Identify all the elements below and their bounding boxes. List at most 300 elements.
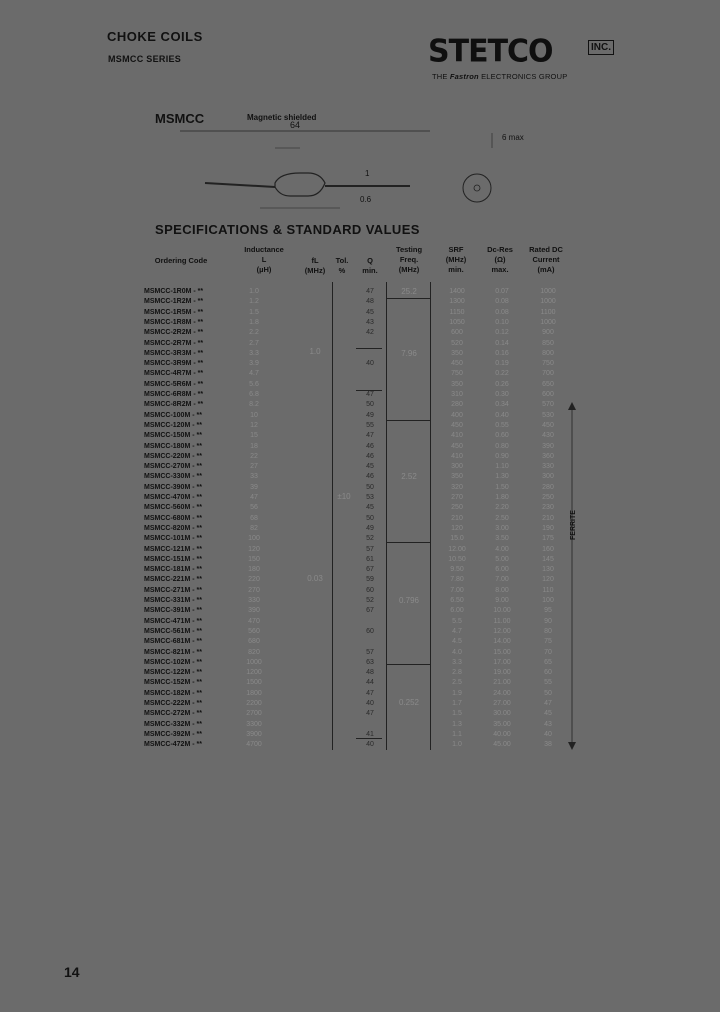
table-row bbox=[0, 339, 720, 349]
tagline-brand: Fastron bbox=[449, 72, 479, 81]
table-row bbox=[0, 565, 720, 575]
dcres-cell: 0.08 bbox=[495, 298, 509, 306]
dcres-cell: 4.00 bbox=[495, 545, 509, 553]
current-cell: 700 bbox=[542, 370, 554, 378]
dcres-cell: 2.20 bbox=[495, 504, 509, 512]
inductance-cell: 3.9 bbox=[249, 360, 259, 368]
table-row bbox=[0, 545, 720, 555]
table-row bbox=[0, 390, 720, 400]
current-cell: 1100 bbox=[540, 308, 556, 316]
ordering-code: MSMCC-560M - ** bbox=[144, 504, 202, 512]
ordering-code: MSMCC-102M - ** bbox=[144, 658, 202, 666]
current-cell: 55 bbox=[544, 679, 552, 687]
table-row bbox=[0, 503, 720, 513]
q-cell: 48 bbox=[366, 298, 374, 306]
ordering-code: MSMCC-680M - ** bbox=[144, 514, 202, 522]
current-cell: 390 bbox=[542, 442, 554, 450]
dcres-cell: 15.00 bbox=[493, 648, 511, 656]
inductance-cell: 390 bbox=[248, 607, 260, 615]
inductance-cell: 47 bbox=[250, 494, 258, 501]
dcres-cell: 9.00 bbox=[495, 597, 509, 604]
dcres-cell: 0.55 bbox=[495, 421, 509, 429]
q-cell: 45 bbox=[366, 308, 374, 316]
srf-cell: 210 bbox=[451, 514, 463, 522]
ordering-code: MSMCC-120M - ** bbox=[144, 421, 202, 429]
current-cell: 1000 bbox=[540, 318, 556, 326]
ordering-code: MSMCC-1R8M - ** bbox=[144, 318, 204, 326]
table-row bbox=[0, 287, 720, 297]
inductance-cell: 2.7 bbox=[249, 339, 259, 347]
spec-title: SPECIFICATIONS & STANDARD VALUES bbox=[155, 222, 420, 237]
col-tol: Tol. % bbox=[335, 256, 349, 275]
page-title: CHOKE COILS bbox=[107, 29, 203, 44]
dcres-cell: 1.10 bbox=[495, 463, 509, 471]
current-cell: 600 bbox=[542, 391, 554, 398]
ordering-code: MSMCC-152M - ** bbox=[144, 679, 202, 687]
dcres-cell: 14.00 bbox=[493, 638, 511, 646]
table-row bbox=[0, 596, 720, 606]
ordering-code: MSMCC-5R6M - ** bbox=[144, 380, 204, 388]
dcres-cell: 0.34 bbox=[495, 401, 509, 409]
srf-cell: 9.50 bbox=[450, 566, 464, 574]
dcres-cell: 0.22 bbox=[495, 370, 509, 378]
inductance-cell: 820 bbox=[248, 648, 260, 656]
current-cell: 50 bbox=[544, 689, 552, 697]
table-row bbox=[0, 627, 720, 637]
srf-cell: 450 bbox=[451, 360, 463, 368]
q-cell: 50 bbox=[366, 483, 374, 491]
inductance-cell: 1.5 bbox=[249, 308, 259, 316]
ordering-code: MSMCC-392M - ** bbox=[144, 730, 202, 738]
current-cell: 800 bbox=[542, 349, 554, 357]
current-cell: 280 bbox=[542, 483, 554, 491]
current-cell: 900 bbox=[542, 329, 554, 337]
table-row bbox=[0, 318, 720, 328]
dcres-cell: 0.40 bbox=[495, 411, 509, 419]
col-inductance: Inductance L (µH) bbox=[244, 245, 284, 274]
table-row bbox=[0, 349, 720, 359]
table-row bbox=[0, 462, 720, 472]
ordering-code: MSMCC-4R7M - ** bbox=[144, 370, 204, 378]
dcres-cell: 0.19 bbox=[495, 360, 509, 368]
dcres-cell: 3.50 bbox=[495, 535, 509, 543]
col-fl: fL (MHz) bbox=[304, 256, 326, 275]
series-subtitle: MSMCC SERIES bbox=[108, 54, 182, 64]
inductance-cell: 1000 bbox=[246, 658, 262, 666]
q-cell: 45 bbox=[366, 504, 374, 512]
inductance-cell: 3300 bbox=[246, 720, 262, 728]
col-current: Rated DC Current (mA) bbox=[529, 245, 563, 274]
ferrite-arrow bbox=[565, 400, 579, 752]
srf-cell: 5.5 bbox=[452, 617, 462, 625]
ordering-code: MSMCC-121M - ** bbox=[144, 545, 202, 553]
test-freq-3: 2.52 bbox=[401, 472, 417, 481]
dcres-cell: 17.00 bbox=[493, 658, 511, 666]
current-cell: 90 bbox=[544, 617, 552, 625]
q-cell: 48 bbox=[366, 669, 374, 677]
tol-value: ±10 bbox=[337, 492, 351, 501]
current-cell: 95 bbox=[544, 607, 552, 615]
dimension-diagram bbox=[180, 120, 524, 218]
end-view-circle bbox=[463, 174, 491, 202]
table-row bbox=[0, 472, 720, 482]
q-cell: 47 bbox=[366, 288, 374, 295]
inductance-cell: 82 bbox=[250, 524, 258, 532]
ordering-code: MSMCC-182M - ** bbox=[144, 689, 202, 697]
srf-cell: 1.0 bbox=[452, 741, 462, 749]
q-cell: 60 bbox=[366, 627, 374, 635]
ordering-code: MSMCC-180M - ** bbox=[144, 442, 202, 450]
ordering-code: MSMCC-100M - ** bbox=[144, 411, 202, 419]
srf-cell: 400 bbox=[451, 411, 463, 419]
q-cell: 43 bbox=[366, 318, 374, 326]
current-cell: 70 bbox=[544, 648, 552, 656]
q-cell: 47 bbox=[366, 710, 374, 718]
dcres-cell: 35.00 bbox=[493, 720, 511, 728]
dcres-cell: 12.00 bbox=[493, 627, 511, 635]
q-cell: 49 bbox=[366, 524, 374, 532]
current-cell: 80 bbox=[544, 627, 552, 635]
srf-cell: 15.0 bbox=[450, 535, 464, 543]
dcres-cell: 0.60 bbox=[495, 432, 509, 440]
dcres-cell: 1.80 bbox=[495, 494, 509, 501]
ordering-code: MSMCC-331M - ** bbox=[144, 597, 202, 604]
table-row bbox=[0, 668, 720, 678]
current-cell: 110 bbox=[542, 586, 554, 594]
srf-cell: 7.00 bbox=[450, 586, 464, 594]
table-row bbox=[0, 730, 720, 740]
ordering-code: MSMCC-272M - ** bbox=[144, 710, 202, 718]
table-row bbox=[0, 586, 720, 596]
inductance-cell: 470 bbox=[248, 617, 260, 625]
current-cell: 160 bbox=[542, 545, 554, 553]
page-number: 14 bbox=[64, 964, 80, 980]
dcres-cell: 10.00 bbox=[493, 607, 511, 615]
current-cell: 450 bbox=[542, 421, 554, 429]
dcres-cell: 45.00 bbox=[493, 741, 511, 749]
dcres-cell: 5.00 bbox=[495, 555, 509, 563]
length-label: 64 bbox=[290, 120, 301, 130]
q-cell: 50 bbox=[366, 401, 374, 409]
dcres-cell: 30.00 bbox=[493, 710, 511, 718]
srf-cell: 320 bbox=[451, 483, 463, 491]
q-cell: 40 bbox=[366, 741, 374, 749]
q-cell: 46 bbox=[366, 442, 374, 450]
ordering-code: MSMCC-151M - ** bbox=[144, 555, 202, 563]
ordering-code: MSMCC-150M - ** bbox=[144, 432, 202, 440]
srf-cell: 1.5 bbox=[452, 710, 462, 718]
table-row bbox=[0, 421, 720, 431]
q-cell: 60 bbox=[366, 586, 374, 594]
logo-inc: INC. bbox=[588, 40, 614, 55]
coil-body bbox=[275, 173, 325, 196]
current-cell: 250 bbox=[542, 494, 554, 501]
ordering-code: MSMCC-391M - ** bbox=[144, 607, 202, 615]
inductance-cell: 560 bbox=[248, 627, 260, 635]
dcres-cell: 7.00 bbox=[495, 576, 509, 584]
inductance-cell: 2700 bbox=[246, 710, 262, 718]
ordering-code: MSMCC-471M - ** bbox=[144, 617, 202, 625]
inductance-cell: 1.0 bbox=[249, 288, 259, 295]
inductance-cell: 680 bbox=[248, 638, 260, 646]
left-lead bbox=[205, 183, 275, 187]
srf-cell: 4.7 bbox=[452, 627, 462, 635]
srf-cell: 7.80 bbox=[450, 576, 464, 584]
srf-cell: 450 bbox=[451, 442, 463, 450]
ordering-code: MSMCC-101M - ** bbox=[144, 535, 202, 543]
inductance-cell: 22 bbox=[250, 452, 258, 460]
inductance-cell: 3900 bbox=[246, 730, 262, 738]
inductance-cell: 100 bbox=[248, 535, 260, 543]
tagline-pre: THE bbox=[432, 72, 450, 81]
current-cell: 650 bbox=[542, 380, 554, 388]
current-cell: 145 bbox=[542, 555, 554, 563]
srf-cell: 410 bbox=[451, 452, 463, 460]
logo-tagline bbox=[432, 72, 567, 81]
inductance-cell: 4.7 bbox=[249, 370, 259, 378]
ferrite-label: FERRITE bbox=[570, 510, 577, 540]
ordering-code: MSMCC-390M - ** bbox=[144, 483, 202, 491]
srf-cell: 120 bbox=[451, 524, 463, 532]
table-row bbox=[0, 534, 720, 544]
inductance-cell: 33 bbox=[250, 473, 258, 481]
srf-cell: 350 bbox=[451, 380, 463, 388]
inductance-cell: 18 bbox=[250, 442, 258, 450]
dcres-cell: 8.00 bbox=[495, 586, 509, 594]
current-cell: 60 bbox=[544, 669, 552, 677]
q-cell: 57 bbox=[366, 648, 374, 656]
current-cell: 43 bbox=[544, 720, 552, 728]
ordering-code: MSMCC-470M - ** bbox=[144, 494, 202, 501]
table-row bbox=[0, 606, 720, 616]
q-cell: 46 bbox=[366, 473, 374, 481]
current-cell: 175 bbox=[542, 535, 554, 543]
q-cell: 67 bbox=[366, 607, 374, 615]
dcres-cell: 2.50 bbox=[495, 514, 509, 522]
dcres-cell: 0.16 bbox=[495, 349, 509, 357]
inductance-cell: 56 bbox=[250, 504, 258, 512]
q-cell: 63 bbox=[366, 658, 374, 666]
dcres-cell: 6.00 bbox=[495, 566, 509, 574]
dcres-cell: 0.90 bbox=[495, 452, 509, 460]
current-cell: 570 bbox=[542, 401, 554, 409]
table-row bbox=[0, 575, 720, 585]
inductance-cell: 15 bbox=[250, 432, 258, 440]
dcres-cell: 1.50 bbox=[495, 483, 509, 491]
srf-cell: 310 bbox=[451, 391, 463, 398]
dcres-cell: 11.00 bbox=[493, 617, 511, 625]
tagline-post: ELECTRONICS GROUP bbox=[478, 72, 568, 81]
ordering-code: MSMCC-1R5M - ** bbox=[144, 308, 204, 316]
q-cell: 46 bbox=[366, 452, 374, 460]
table-row bbox=[0, 637, 720, 647]
q-cell: 41 bbox=[366, 730, 374, 738]
table-row bbox=[0, 617, 720, 627]
test-freq-4: 0.796 bbox=[398, 596, 420, 605]
current-cell: 75 bbox=[544, 638, 552, 646]
table-row bbox=[0, 411, 720, 421]
current-cell: 300 bbox=[542, 473, 554, 481]
current-cell: 130 bbox=[542, 566, 554, 574]
dcres-cell: 0.10 bbox=[495, 318, 509, 326]
dcres-cell: 24.00 bbox=[493, 689, 511, 697]
current-cell: 120 bbox=[542, 576, 554, 584]
dcres-cell: 0.26 bbox=[495, 380, 509, 388]
q-cell: 59 bbox=[366, 576, 374, 584]
table-row bbox=[0, 483, 720, 493]
current-cell: 750 bbox=[542, 360, 554, 368]
inductance-cell: 27 bbox=[250, 463, 258, 471]
col-dcres: Dc-Res (Ω) max. bbox=[487, 245, 513, 274]
q-cell: 53 bbox=[366, 494, 374, 501]
srf-cell: 12.00 bbox=[448, 545, 466, 553]
table-row bbox=[0, 709, 720, 719]
dcres-cell: 0.07 bbox=[495, 288, 509, 295]
srf-cell: 1.1 bbox=[452, 730, 462, 738]
table-row bbox=[0, 308, 720, 318]
ordering-code: MSMCC-330M - ** bbox=[144, 473, 202, 481]
table-row bbox=[0, 328, 720, 338]
q-cell: 45 bbox=[366, 463, 374, 471]
dcres-cell: 0.12 bbox=[495, 329, 509, 337]
ordering-code: MSMCC-3R3M - ** bbox=[144, 349, 204, 357]
current-cell: 1000 bbox=[540, 298, 556, 306]
table-row bbox=[0, 740, 720, 750]
q-cell: 47 bbox=[366, 432, 374, 440]
table-row bbox=[0, 297, 720, 307]
col-testing: Testing Freq. (MHz) bbox=[395, 245, 423, 274]
table-row bbox=[0, 400, 720, 410]
q-cell: 57 bbox=[366, 545, 374, 553]
inductance-cell: 10 bbox=[250, 411, 258, 419]
dcres-cell: 0.80 bbox=[495, 442, 509, 450]
ordering-code: MSMCC-821M - ** bbox=[144, 648, 202, 656]
srf-cell: 6.00 bbox=[450, 607, 464, 615]
table-body bbox=[0, 287, 720, 757]
inductance-cell: 330 bbox=[248, 597, 260, 604]
inductance-cell: 1200 bbox=[246, 669, 262, 677]
srf-cell: 300 bbox=[451, 463, 463, 471]
inductance-cell: 4700 bbox=[246, 741, 262, 749]
current-cell: 210 bbox=[542, 514, 554, 522]
module-name: MSMCC bbox=[155, 111, 205, 126]
current-cell: 850 bbox=[542, 339, 554, 347]
ordering-code: MSMCC-181M - ** bbox=[144, 566, 202, 574]
inductance-cell: 150 bbox=[248, 555, 260, 563]
q-cell: 61 bbox=[366, 555, 374, 563]
inductance-cell: 5.6 bbox=[249, 380, 259, 388]
dcres-cell: 27.00 bbox=[493, 700, 511, 707]
srf-cell: 10.50 bbox=[448, 555, 466, 563]
table-row bbox=[0, 369, 720, 379]
col-ordering: Ordering Code bbox=[154, 256, 208, 265]
srf-cell: 2.5 bbox=[452, 679, 462, 687]
q-cell: 52 bbox=[366, 535, 374, 543]
srf-cell: 750 bbox=[451, 370, 463, 378]
module-description: Magnetic shielded bbox=[247, 113, 317, 122]
current-cell: 330 bbox=[542, 463, 554, 471]
table-row bbox=[0, 431, 720, 441]
inductance-cell: 180 bbox=[248, 566, 260, 574]
dcres-cell: 19.00 bbox=[493, 669, 511, 677]
col-q: Q min. bbox=[362, 256, 378, 275]
inductance-cell: 6.8 bbox=[249, 391, 259, 398]
dcres-cell: 0.30 bbox=[495, 391, 509, 398]
current-cell: 190 bbox=[542, 524, 554, 532]
srf-cell: 2.8 bbox=[452, 669, 462, 677]
srf-cell: 410 bbox=[451, 432, 463, 440]
fl-value-1: 1.0 bbox=[309, 347, 321, 356]
lead-label: 1 bbox=[365, 169, 370, 178]
srf-cell: 350 bbox=[451, 349, 463, 357]
ordering-code: MSMCC-681M - ** bbox=[144, 638, 202, 646]
dcres-cell: 40.00 bbox=[493, 730, 511, 738]
ordering-code: MSMCC-1R0M - ** bbox=[144, 288, 204, 295]
srf-cell: 280 bbox=[451, 401, 463, 409]
table-row bbox=[0, 555, 720, 565]
current-cell: 230 bbox=[542, 504, 554, 512]
srf-cell: 250 bbox=[451, 504, 463, 512]
inductance-cell: 2200 bbox=[246, 700, 262, 707]
current-cell: 38 bbox=[544, 741, 552, 749]
q-cell: 42 bbox=[366, 329, 374, 337]
inductance-cell: 220 bbox=[248, 576, 260, 584]
inductance-cell: 2.2 bbox=[249, 329, 259, 337]
inductance-cell: 68 bbox=[250, 514, 258, 522]
table-row bbox=[0, 514, 720, 524]
srf-cell: 1.9 bbox=[452, 689, 462, 697]
current-cell: 45 bbox=[544, 710, 552, 718]
current-cell: 1000 bbox=[540, 288, 556, 295]
max-dia-label: 6 max bbox=[502, 133, 524, 142]
srf-cell: 4.5 bbox=[452, 638, 462, 646]
ordering-code: MSMCC-820M - ** bbox=[144, 524, 202, 532]
srf-cell: 3.3 bbox=[452, 658, 462, 666]
ordering-code: MSMCC-2R2M - ** bbox=[144, 329, 204, 337]
test-freq-5: 0.252 bbox=[398, 698, 420, 707]
inductance-cell: 1.2 bbox=[249, 298, 259, 306]
ordering-code: MSMCC-2R7M - ** bbox=[144, 339, 204, 347]
dcres-cell: 3.00 bbox=[495, 524, 509, 532]
table-row bbox=[0, 524, 720, 534]
table-row bbox=[0, 689, 720, 699]
test-freq-2: 7.96 bbox=[401, 349, 417, 358]
dcres-cell: 0.08 bbox=[495, 308, 509, 316]
logo-wordmark: STETCO bbox=[428, 33, 553, 70]
current-cell: 100 bbox=[542, 597, 554, 604]
q-cell: 47 bbox=[366, 391, 374, 398]
q-cell: 49 bbox=[366, 411, 374, 419]
srf-cell: 1.3 bbox=[452, 720, 462, 728]
inductance-cell: 39 bbox=[250, 483, 258, 491]
table-row bbox=[0, 720, 720, 730]
q-cell: 50 bbox=[366, 514, 374, 522]
q-cell: 47 bbox=[366, 689, 374, 697]
inductance-cell: 12 bbox=[250, 421, 258, 429]
inductance-cell: 1.8 bbox=[249, 318, 259, 326]
inductance-cell: 3.3 bbox=[249, 349, 259, 357]
ordering-code: MSMCC-122M - ** bbox=[144, 669, 202, 677]
table-row bbox=[0, 678, 720, 688]
srf-cell: 350 bbox=[451, 473, 463, 481]
table-row bbox=[0, 442, 720, 452]
ordering-code: MSMCC-6R8M - ** bbox=[144, 391, 204, 398]
table-row bbox=[0, 699, 720, 709]
ordering-code: MSMCC-221M - ** bbox=[144, 576, 202, 584]
srf-cell: 450 bbox=[451, 421, 463, 429]
ordering-code: MSMCC-270M - ** bbox=[144, 463, 202, 471]
srf-cell: 1300 bbox=[449, 298, 465, 306]
